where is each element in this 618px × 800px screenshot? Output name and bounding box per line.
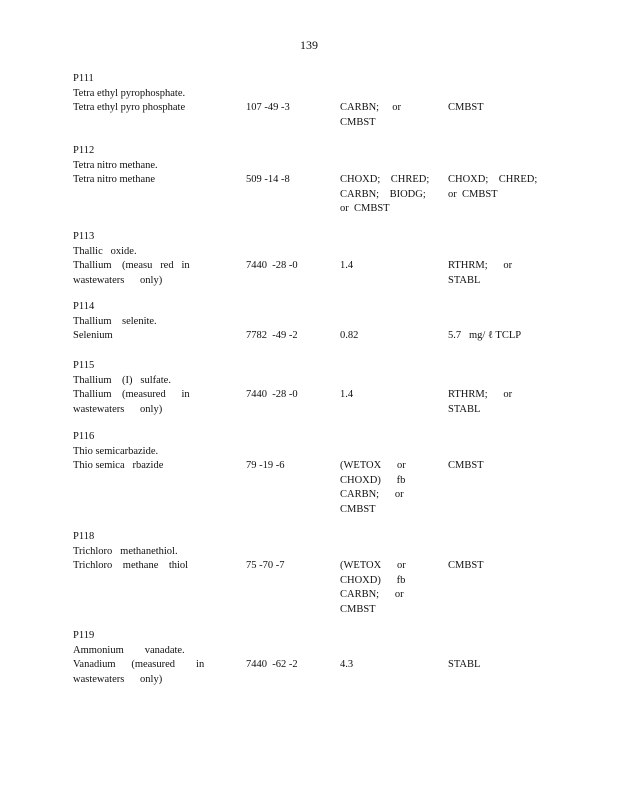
nonwastewater-standard-line: STABL: [448, 659, 481, 670]
wastewater-standard-line: CHOXD) fb: [340, 574, 406, 586]
waste-entry-p111: [73, 72, 573, 128]
wastewater-standard: [340, 459, 428, 517]
wastewater-standard: [340, 658, 428, 673]
nonwastewater-standard-line: 5.7 mg/ ℓ TCLP: [448, 330, 522, 341]
waste-description-head: Thallium (I) sulfate.: [73, 374, 171, 386]
nonwastewater-standard-line: or CMBST: [448, 188, 498, 200]
waste-entry-p116: [73, 430, 573, 515]
waste-entry-p114: [73, 300, 573, 344]
waste-entry-p115: [73, 359, 573, 417]
waste-code: P116: [73, 431, 95, 442]
nonwastewater-standard: [448, 459, 538, 474]
page-number: 139: [300, 38, 318, 52]
cas-number: [246, 388, 336, 403]
regulated-constituent: Tetra nitro methane: [73, 174, 156, 185]
cas-number-value: 7440 -62 -2: [246, 659, 298, 670]
regulated-constituent: wastewaters only): [73, 403, 163, 415]
waste-description-head: Tetra ethyl pyrophosphate.: [73, 87, 186, 99]
regulated-constituent: wastewaters only): [73, 673, 163, 685]
cas-number: [246, 173, 336, 188]
waste-code: P112: [73, 145, 95, 156]
wastewater-standard-line: (WETOX or: [340, 560, 406, 571]
regulated-constituent: Thallium (measured in: [73, 389, 190, 400]
waste-description-head: Thallium selenite.: [73, 315, 157, 327]
wastewater-standard-line: CHOXD; CHRED;: [340, 174, 430, 185]
wastewater-standard-line: CARBN; or: [340, 589, 404, 600]
waste-code: P118: [73, 531, 95, 542]
wastewater-standard: [340, 388, 428, 403]
wastewater-standard: [340, 329, 428, 344]
cas-number: [246, 459, 336, 474]
regulated-constituent: Tetra ethyl pyro phosphate: [73, 102, 186, 113]
waste-description: [73, 530, 246, 574]
cas-number-value: 509 -14 -8: [246, 174, 290, 185]
nonwastewater-standard-line: CHOXD; CHRED;: [448, 174, 538, 185]
regulated-constituent: wastewaters only): [73, 274, 163, 286]
waste-description: [73, 359, 246, 417]
cas-number: [246, 559, 336, 574]
waste-description: [73, 629, 246, 687]
waste-entry-p118: [73, 530, 573, 615]
nonwastewater-standard: [448, 259, 538, 288]
waste-description: [73, 72, 246, 116]
wastewater-standard-line: CARBN; or: [340, 102, 401, 113]
wastewater-standard-line: 4.3: [340, 659, 354, 670]
nonwastewater-standard: [448, 101, 538, 116]
waste-description-head: Ammonium vanadate.: [73, 644, 185, 656]
cas-number-value: 7440 -28 -0: [246, 389, 298, 400]
cas-number: [246, 259, 336, 274]
regulated-constituent: Thio semica rbazide: [73, 460, 164, 471]
waste-entry-p119: [73, 629, 573, 687]
waste-entry-p112: [73, 144, 573, 214]
wastewater-standard-line: 1.4: [340, 389, 354, 400]
waste-description-head: Thallic oxide.: [73, 245, 137, 257]
nonwastewater-standard-line: RTHRM; or: [448, 389, 513, 400]
regulated-constituent: Vanadium (measured in: [73, 659, 205, 670]
cas-number-value: 7440 -28 -0: [246, 260, 298, 271]
wastewater-standard-line: CMBST: [340, 503, 376, 515]
cas-number-value: 75 -70 -7: [246, 560, 285, 571]
waste-code: P119: [73, 630, 95, 641]
nonwastewater-standard-line: CMBST: [448, 460, 484, 471]
nonwastewater-standard-line: STABL: [448, 274, 481, 286]
wastewater-standard-line: CMBST: [340, 116, 376, 128]
wastewater-standard-line: or CMBST: [340, 203, 390, 214]
waste-description-head: Trichloro methanethiol.: [73, 545, 178, 557]
waste-description: [73, 430, 246, 474]
nonwastewater-standard: [448, 559, 538, 574]
nonwastewater-standard-line: STABL: [448, 403, 481, 415]
nonwastewater-standard: [448, 173, 538, 202]
wastewater-standard: [340, 259, 428, 274]
waste-description: [73, 230, 246, 288]
cas-number: [246, 658, 336, 673]
waste-entry-p113: [73, 230, 573, 288]
nonwastewater-standard: [448, 329, 538, 344]
waste-code: P113: [73, 231, 95, 242]
wastewater-standard-line: CHOXD) fb: [340, 474, 406, 486]
wastewater-standard-line: 0.82: [340, 330, 359, 341]
regulated-constituent: Thallium (measu red in: [73, 260, 190, 271]
cas-number: [246, 329, 336, 344]
waste-code: P111: [73, 73, 94, 84]
wastewater-standard: [340, 101, 428, 130]
wastewater-standard: [340, 559, 428, 617]
waste-description-head: Thio semicarbazide.: [73, 445, 159, 457]
cas-number-value: 79 -19 -6: [246, 460, 285, 471]
waste-code: P115: [73, 360, 95, 371]
waste-description-head: Tetra nitro methane.: [73, 159, 158, 171]
wastewater-standard-line: (WETOX or: [340, 460, 406, 471]
wastewater-standard-line: 1.4: [340, 260, 354, 271]
regulated-constituent: Selenium: [73, 330, 113, 341]
waste-code: P114: [73, 301, 95, 312]
regulated-constituent: Trichloro methane thiol: [73, 560, 189, 571]
waste-description: [73, 144, 246, 188]
cas-number-value: 107 -49 -3: [246, 102, 290, 113]
nonwastewater-standard: [448, 658, 538, 673]
nonwastewater-standard-line: CMBST: [448, 560, 484, 571]
wastewater-standard-line: CMBST: [340, 603, 376, 615]
nonwastewater-standard-line: CMBST: [448, 102, 484, 113]
cas-number-value: 7782 -49 -2: [246, 330, 298, 341]
nonwastewater-standard-line: RTHRM; or: [448, 260, 513, 271]
waste-description: [73, 300, 246, 344]
wastewater-standard-line: CARBN; or: [340, 489, 404, 500]
wastewater-standard: [340, 173, 428, 217]
wastewater-standard-line: CARBN; BIODG;: [340, 188, 426, 200]
cas-number: [246, 101, 336, 116]
nonwastewater-standard: [448, 388, 538, 417]
